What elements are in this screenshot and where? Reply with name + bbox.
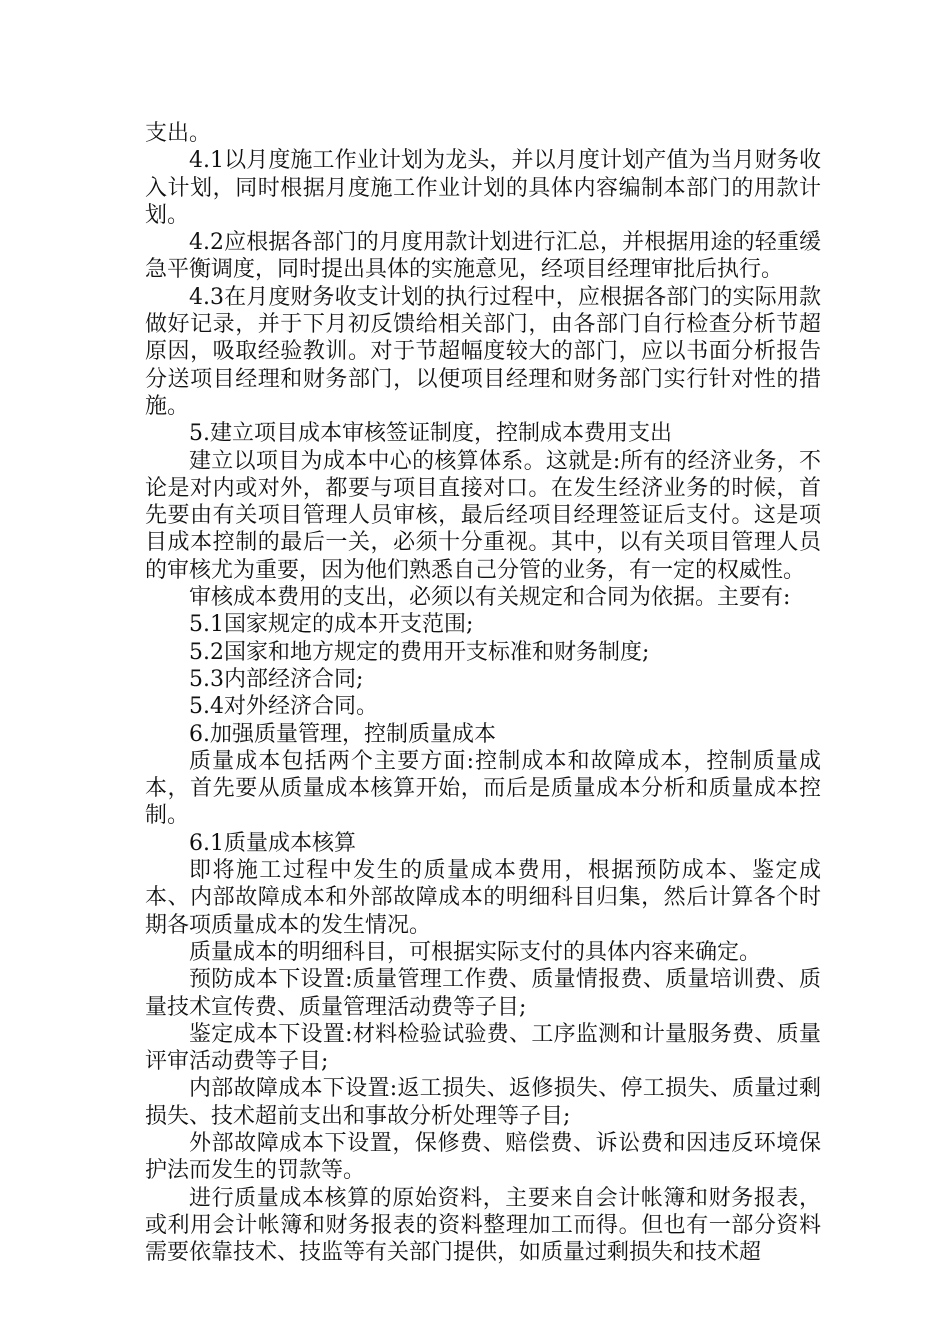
paragraph-review-basis: 审核成本费用的支出，必须以有关规定和合同为依据。主要有:	[189, 585, 791, 611]
list-item-5-1: 5.1国家规定的成本开支范围;	[189, 612, 474, 638]
heading-section-6-1: 6.1质量成本核算	[189, 830, 356, 856]
paragraph-4-2: 4.2应根据各部门的月度用款计划进行汇总，并根据用途的轻重缓急平衡调度，同时提出具体的实施意见，经项目经理审批后执行。	[145, 230, 821, 283]
paragraph-prevention-cost: 预防成本下设置:质量管理工作费、质量情报费、质量培训费、质量技术宣传费、质量管理活动费等子目;	[145, 967, 821, 1020]
paragraph-4-3: 4.3在月度财务收支计划的执行过程中，应根据各部门的实际用款做好记录，并于下月初反馈给相关部门，由各部门自行检查分析节超原因，吸取经验教训。对于节超幅度较大的部门，应以书面分析报告分送项目经理和财务部门，以便项目经理和财务部门实行针对性的措施。	[145, 284, 821, 419]
heading-section-6: 6.加强质量管理，控制质量成本	[189, 721, 496, 747]
list-item-5-3: 5.3内部经济合同;	[189, 666, 364, 692]
list-item-5-2: 5.2国家和地方规定的费用开支标准和财务制度;	[189, 639, 650, 665]
paragraph-quality-cost: 质量成本包括两个主要方面:控制成本和故障成本，控制质量成本，首先要从质量成本核算开始，而后是质量成本分析和质量成本控制。	[145, 748, 821, 829]
heading-section-5: 5.建立项目成本审核签证制度，控制成本费用支出	[189, 421, 672, 447]
paragraph-accounting-system: 建立以项目为成本中心的核算体系。这就是:所有的经济业务，不论是对内或对外，都要与项目直接对口。在发生经济业务的时候，首先要由有关项目管理人员审核，最后经项目经理签证后支付。这是项目成本控制的最后一关，必须十分重视。其中，以有关项目管理人员的审核尤为重要，因为他们熟悉自己分管的业务，有一定的权威性。	[145, 448, 821, 583]
paragraph-external-failure-cost: 外部故障成本下设置，保修费、赔偿费、诉讼费和因违反环境保护法而发生的罚款等。	[145, 1130, 821, 1184]
paragraph-4-1: 4.1以月度施工作业计划为龙头，并以月度计划产值为当月财务收入计划，同时根据月度施工作业计划的具体内容编制本部门的用款计划。	[145, 148, 821, 228]
paragraph-source-data: 进行质量成本核算的原始资料，主要来自会计帐簿和财务报表，或利用会计帐簿和财务报表的资料整理加工而得。但也有一部分资料需要依靠技术、技监等有关部门提供，如质量过剩损失和技术超	[145, 1185, 821, 1266]
paragraph-continuation: 支出。	[145, 121, 212, 146]
paragraph-appraisal-cost: 鉴定成本下设置:材料检验试验费、工序监测和计量服务费、质量评审活动费等子目;	[145, 1021, 821, 1075]
paragraph-detail-items: 质量成本的明细科目，可根据实际支付的具体内容来确定。	[189, 939, 762, 965]
paragraph-cost-collection: 即将施工过程中发生的质量成本费用，根据预防成本、鉴定成本、内部故障成本和外部故障成本的明细科目归集，然后计算各个时期各项质量成本的发生情况。	[145, 858, 821, 938]
paragraph-internal-failure-cost: 内部故障成本下设置:返工损失、返修损失、停工损失、质量过剩损失、技术超前支出和事故分析处理等子目;	[145, 1076, 821, 1129]
document-body	[145, 120, 821, 1266]
list-item-5-4: 5.4对外经济合同。	[189, 694, 378, 720]
